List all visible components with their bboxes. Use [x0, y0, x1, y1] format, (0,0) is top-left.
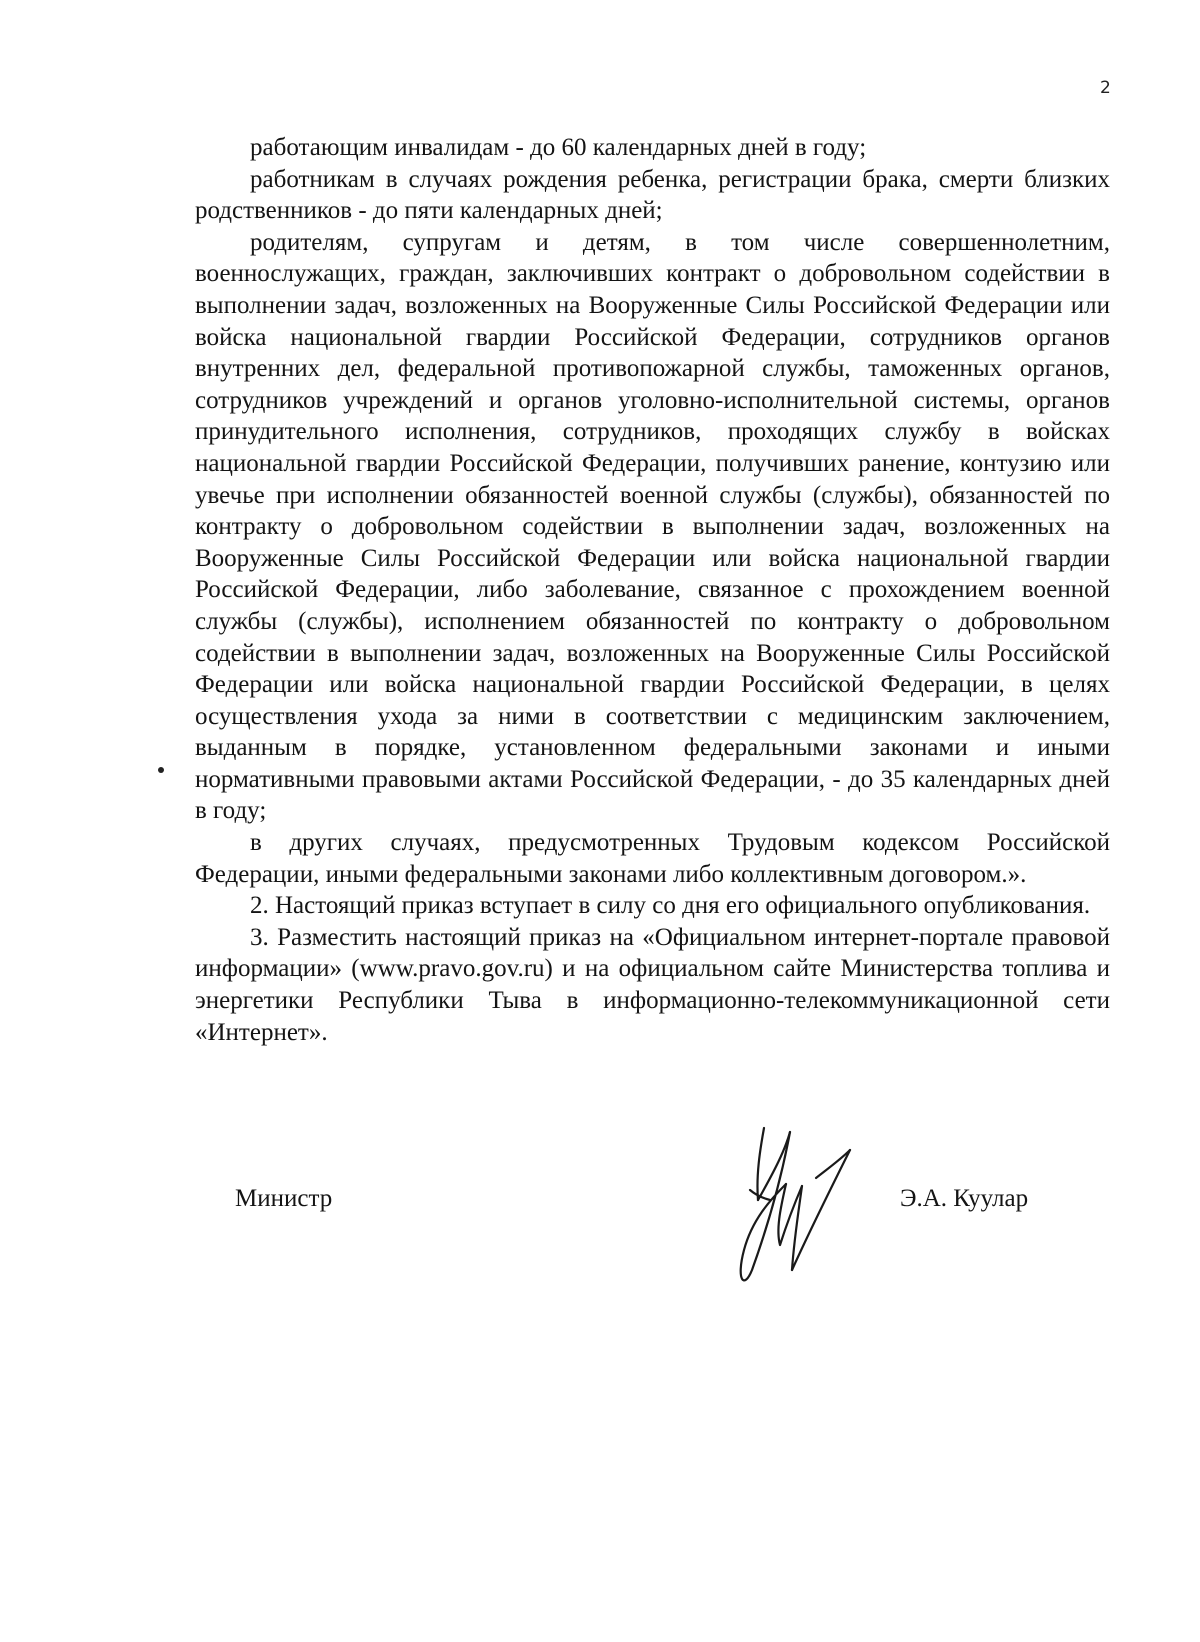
signatory-title: Министр	[235, 1185, 333, 1212]
signatory-name: Э.А. Куулар	[900, 1185, 1029, 1212]
margin-dot	[158, 767, 164, 773]
paragraph-publication: 3. Разместить настоящий приказ на «Официальном интернет-портале правовой информации» (www.pravo.gov.ru) и на официальном сайте Министерства топлива и энергетики Республики Тыва в информационно-телекоммуникационной сети «Интернет».	[195, 923, 1110, 1046]
page-number: 2	[1100, 78, 1111, 98]
paragraph-effective-date: 2. Настоящий приказ вступает в силу со дня его официального опубликования.	[250, 892, 1091, 920]
document-body	[195, 132, 1110, 1048]
handwritten-signature	[730, 1120, 870, 1295]
paragraph-other-cases: в других случаях, предусмотренных Трудовым кодексом Российской Федерации, иными федеральными законами либо коллективным договором.».	[195, 829, 1110, 888]
paragraph-family-events: работникам в случаях рождения ребенка, регистрации брака, смерти близких родственников - до пяти календарных дней;	[195, 165, 1110, 225]
paragraph-military-relatives: родителям, супругам и детям, в том числе совершеннолетним, военнослужащих, граждан, заключивших контракт о добровольном содействии в выполнении задач, возложенных на Вооруженные Силы Российской Федерации или войска национальной гвардии Российской Федерации, сотрудников органов внутренних дел, федеральной противопожарной службы, таможенных органов, сотрудников учреждений и органов уголовно-исполнительной системы, органов принудительного исполнения, сотрудников, проходящих службу в войсках национальной гвардии Российской Федерации, получивших ранение, контузию или увечье при исполнении обязанностей военной службы (службы), обязанностей по контракту о добровольном содействии в выполнении задач, возложенных на Вооруженные Силы Российской Федерации или войска национальной гвардии Российской Федерации, либо заболевание, связанное с прохождением военной службы (службы), исполнением обязанностей по контракту о добровольном содействии в выполнении задач, возложенных на Вооруженные Силы Российской Федерации или войска национальной гвардии Российской Федерации, в целях осуществления ухода за ними в соответствии с медицинским заключением, выданным в порядке, установленном федеральными законами и иными нормативными правовыми актами Российской Федерации, - до 35 календарных дней в году;	[195, 228, 1110, 825]
paragraph-disabled-workers: работающим инвалидам - до 60 календарных дней в году;	[250, 134, 867, 161]
